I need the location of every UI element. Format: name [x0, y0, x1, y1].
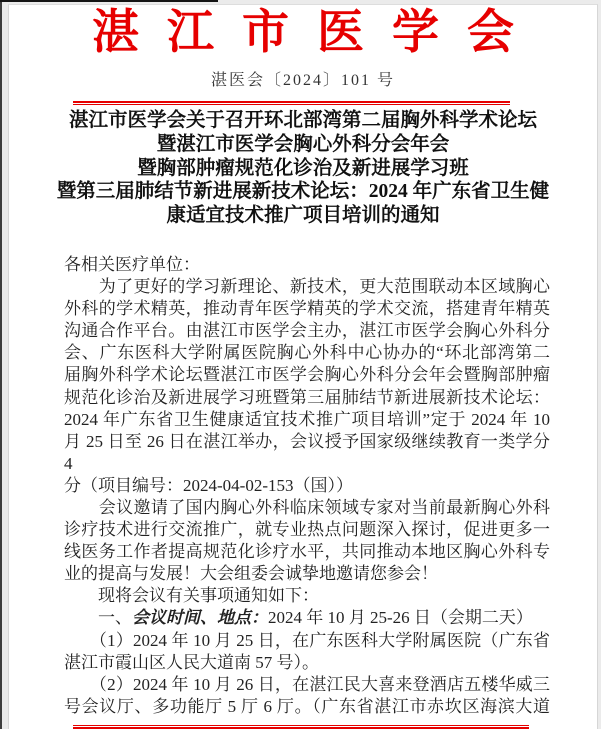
notice-title-line: 暨湛江市医学会胸心外科分会年会 — [156, 133, 450, 155]
body-segment: 为了更好的学习新理论、新技术，更大范围联动本区域胸心 — [64, 277, 550, 297]
body-line — [64, 652, 550, 674]
body-line — [64, 298, 550, 320]
body-segment: 号会议厅、多功能厅 5 厅 6 厅。（广东省湛江市赤坎区海滨大道 — [64, 696, 550, 716]
body-segment: 规范化诊治及新进展学习班暨第三届肺结节新进展新技术论坛： — [64, 387, 550, 407]
body-segment: 会、广东医科大学附属医院胸心外科中心协办的“环北部湾第二 — [64, 343, 550, 363]
body-segment: 2024 年广东省卫生健康适宜技术推广项目培训”定于 2024 年 10 — [64, 409, 550, 429]
body-line — [64, 519, 550, 541]
document-number: 湛医会〔2024〕101 号 — [210, 72, 395, 89]
window-left-edge — [0, 0, 2, 729]
body-segment: 业的提高与发展！大会组委会诚挚地邀请您参会！ — [64, 564, 438, 584]
body-segment: 分（项目编号：2024-04-02-153（国）） — [64, 475, 353, 495]
body-segment: 外科的学术精英，推动青年医学精英的学术交流，搭建青年精英 — [64, 299, 550, 319]
body-segment: 各相关医疗单位： — [64, 254, 200, 274]
body-line — [64, 607, 550, 629]
body-segment: 现将会议有关事项通知如下： — [64, 586, 319, 606]
association-name-title: 湛江市医学会 — [92, 7, 542, 59]
body-line — [64, 674, 550, 696]
body-segment: 线医务工作者提高规范化诊疗水平，共同推动本地区胸心外科专 — [64, 542, 550, 562]
notice-body — [64, 254, 555, 718]
body-segment: 2024 年 10 月 25-26 日（会期二天） — [268, 608, 533, 628]
body-segment: 届胸外科学术论坛暨湛江市医学会胸心外科分会年会暨胸部肿瘤 — [64, 365, 550, 385]
body-line — [64, 630, 550, 652]
body-line — [64, 696, 550, 718]
body-line — [64, 364, 550, 386]
body-segment: （1）2024 年 10 月 25 日，在广东医科大学附属医院（广东省 — [64, 630, 550, 650]
body-segment: 诊疗技术进行交流推广，就专业热点问题深入探讨，促进更多一 — [64, 520, 550, 540]
window-top-edge — [0, 0, 218, 2]
body-segment: 湛江市霞山区人民大道南 57 号）。 — [64, 652, 319, 672]
body-line — [64, 585, 550, 607]
body-line — [64, 431, 555, 475]
body-segment: 月 25 日至 26 日在湛江举办，会议授予国家级继续教育一类学分 4 — [64, 431, 555, 473]
body-segment: （2）2024 年 10 月 26 日，在湛江民大喜来登酒店五楼华威三 — [64, 674, 550, 694]
body-line — [64, 497, 550, 519]
body-line — [64, 254, 550, 276]
notice-title-line: 暨胸部肿瘤规范化诊治及新进展学习班 — [137, 157, 469, 179]
notice-title-line: 暨第三届肺结节新进展新技术论坛：2024 年广东省卫生健 — [56, 181, 550, 203]
notice-title — [9, 109, 597, 228]
body-line — [64, 409, 550, 431]
notice-title-line: 康适宜技术推广项目培训的通知 — [166, 205, 440, 227]
red-separator-bottom — [73, 725, 529, 729]
body-segment: 沟通合作平台。由湛江市医学会主办，湛江市医学会胸心外科分 — [64, 321, 550, 341]
body-segment: 会议邀请了国内胸心外科临床领域专家对当前最新胸心外科 — [64, 498, 550, 518]
body-segment-bold: 会议时间、地点： — [132, 608, 268, 628]
body-line — [64, 276, 550, 298]
document-page — [8, 4, 598, 729]
red-separator-top — [73, 101, 510, 105]
body-line — [64, 541, 550, 563]
body-line — [64, 320, 550, 342]
body-line — [64, 342, 550, 364]
body-segment: 一、 — [64, 608, 132, 628]
body-line — [64, 387, 550, 409]
body-line — [64, 563, 550, 585]
body-line — [64, 475, 550, 497]
notice-title-line: 湛江市医学会关于召开环北部湾第二届胸外科学术论坛 — [68, 110, 537, 131]
